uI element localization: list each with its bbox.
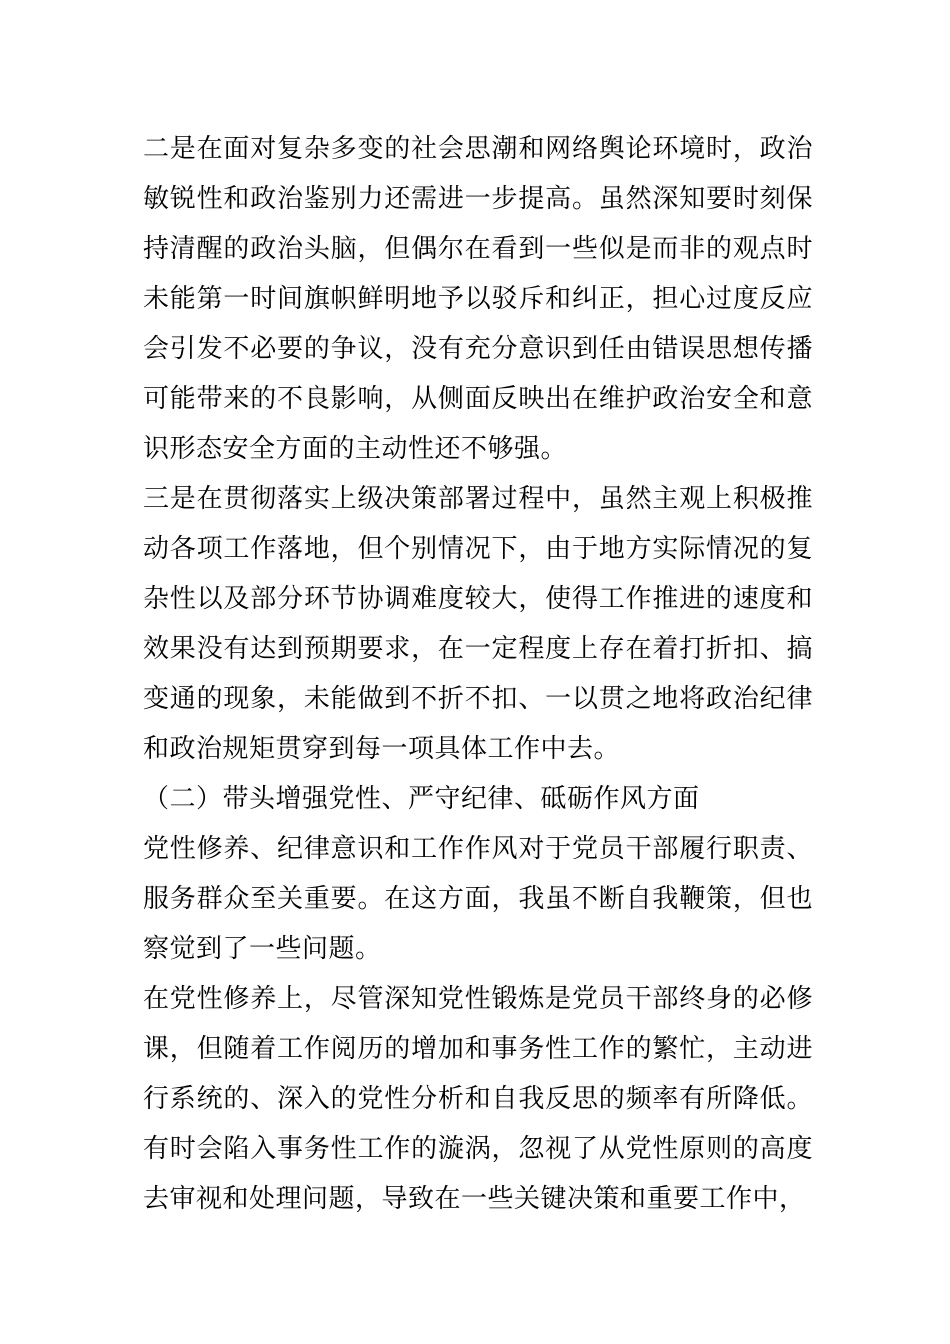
paragraph-implementation: 三是在贯彻落实上级决策部署过程中，虽然主观上积极推动各项工作落地，但个别情况下，由于地方实际情况的复杂性以及部分环节协调难度较大，使得工作推进的速度和效果没有达到预期要求，在一定程度上存在着打折扣、搞变通的现象，未能做到不折不扣、一以贯之地将政治纪律和政治规矩贯穿到每一项具体工作中去。 <box>143 484 813 764</box>
paragraph-party-spirit-intro: 党性修养、纪律意识和工作作风对于党员干部履行职责、服务群众至关重要。在这方面，我虽不断自我鞭策，但也察觉到了一些问题。 <box>143 834 813 964</box>
paragraph-party-cultivation: 在党性修养上，尽管深知党性锻炼是党员干部终身的必修课，但随着工作阅历的增加和事务性工作的繁忙，主动进行系统的、深入的党性分析和自我反思的频率有所降低。有时会陷入事务性工作的漩涡，忽视了从党性原则的高度去审视和处理问题，导致在一些关键决策和重要工作中， <box>143 984 813 1214</box>
section-heading: （二）带头增强党性、严守纪律、砥砺作风方面 <box>143 784 700 814</box>
document-body <box>143 124 813 1224</box>
paragraph-political-sensitivity: 二是在面对复杂多变的社会思潮和网络舆论环境时，政治敏锐性和政治鉴别力还需进一步提高。虽然深知要时刻保持清醒的政治头脑，但偶尔在看到一些似是而非的观点时未能第一时间旗帜鲜明地予以驳斥和纠正，担心过度反应会引发不必要的争议，没有充分意识到任由错误思想传播可能带来的不良影响，从侧面反映出在维护政治安全和意识形态安全方面的主动性还不够强。 <box>143 134 813 464</box>
